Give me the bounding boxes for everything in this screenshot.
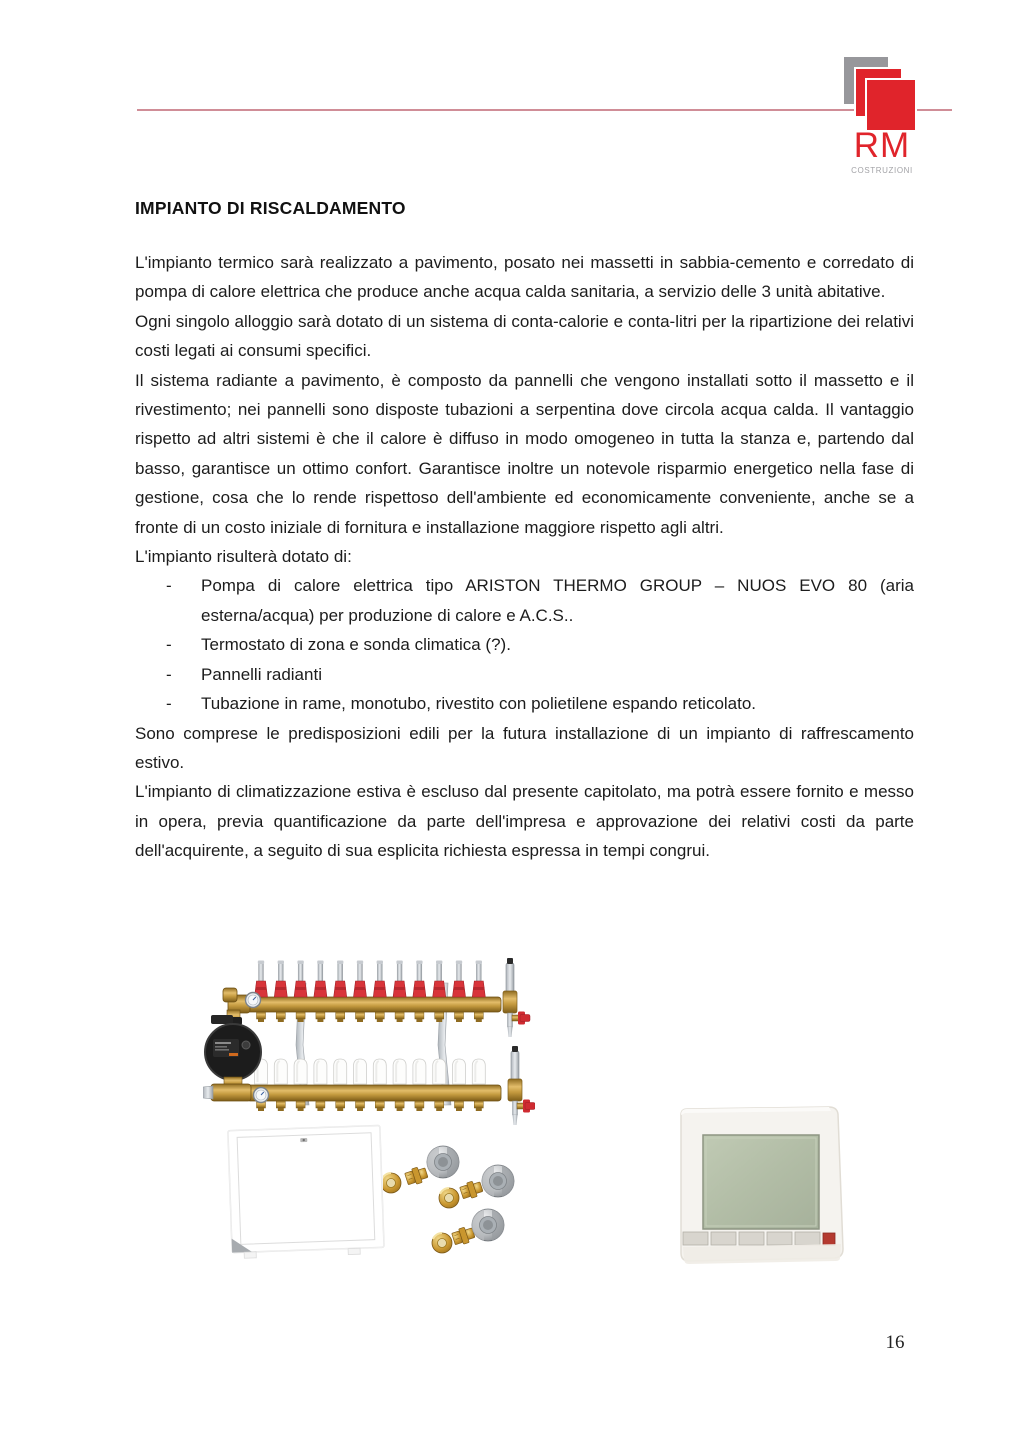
- logo-subtext: COSTRUZIONI: [851, 166, 913, 175]
- paragraph-metering: Ogni singolo alloggio sarà dotato di un sistema di conta-calorie e conta-litri per la ripartizione dei relativi costi legati ai consumi specifici.: [135, 311, 914, 361]
- heating-manifold-photo: [203, 955, 535, 1139]
- list-item: [135, 660, 914, 689]
- document-body: [135, 197, 914, 866]
- thermostat-photo: [657, 1101, 863, 1273]
- list-dash: -: [166, 576, 172, 596]
- paragraph-radiant-system: Il sistema radiante a pavimento, è composto da pannelli che vengono installati sotto il massetto e il rivestimento; nei pannelli sono disposte tubazioni a serpentina dove circola acqua calda. Il vantaggio rispetto ad altri sistemi è che il calore è diffuso in modo omogeneo in tutta la stanza e, partendo dal basso, garantisce un ottimo confort. Garantisce inoltre un notevole risparmio energetico nella fase di gestione, cosa che lo rende rispettoso dell'ambiente ed economicamente conveniente, anche se a fronte di un costo iniziale di fornitura e installazione maggiore rispetto agli altri.: [135, 370, 914, 537]
- list-item-text: Termostato di zona e sonda climatica (?).: [201, 635, 511, 655]
- brass-fittings-photo: [383, 1138, 535, 1264]
- paragraph-predispositions: Sono comprese le predisposizioni edili per la futura installazione di un impianto di raffrescamento estivo.: [135, 723, 914, 772]
- list-item-text: Pompa di calore elettrica tipo ARISTON THERMO GROUP – NUOS EVO 80 (aria esterna/acqua) per produzione di calore e A.C.S..: [201, 576, 914, 625]
- list-item: [135, 571, 914, 630]
- page-title: IMPIANTO DI RISCALDAMENTO: [135, 198, 406, 218]
- logo-square-red-front: [865, 78, 917, 132]
- list-dash: -: [166, 664, 172, 684]
- list-intro: L'impianto risulterà dotato di:: [135, 547, 352, 567]
- paragraph-heating-system: L'impianto termico sarà realizzato a pavimento, posato nei massetti in sabbia-cemento e corredato di pompa di calore elettrica che produce anche acqua calda sanitaria, a servizio delle 3 unità abitative.: [135, 253, 914, 302]
- equipment-list: [135, 571, 914, 718]
- manifold-cabinet-photo: [220, 1120, 395, 1263]
- header-rule-line: [137, 109, 952, 111]
- list-dash: -: [166, 694, 172, 714]
- company-logo: [838, 50, 958, 180]
- paragraph-cooling-excluded: L'impianto di climatizzazione estiva è escluso dal presente capitolato, ma potrà essere fornito e messo in opera, previa quantificazione da parte dell'impresa e approvazione dei relativi costi da parte dell'acquirente, a seguito di sua esplicita richiesta espressa in tempi congrui.: [135, 782, 914, 861]
- page-number: 16: [885, 1332, 905, 1353]
- list-item-text: Pannelli radianti: [201, 664, 322, 684]
- list-item: [135, 689, 914, 718]
- list-item: [135, 630, 914, 659]
- logo-text: RM: [853, 126, 911, 165]
- list-dash: -: [166, 635, 172, 655]
- list-item-text: Tubazione in rame, monotubo, rivestito con polietilene espando reticolato.: [201, 694, 757, 714]
